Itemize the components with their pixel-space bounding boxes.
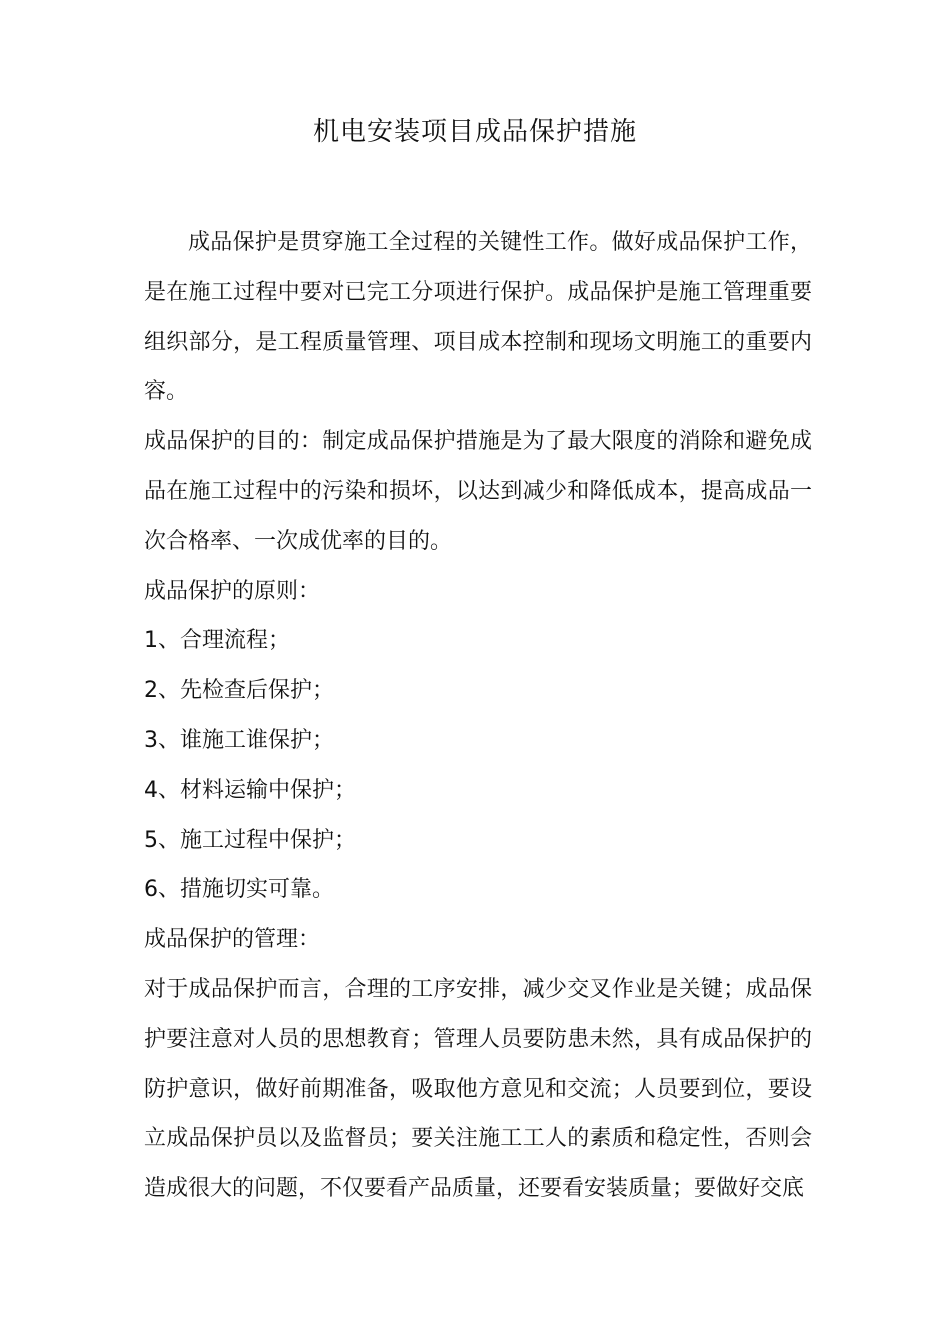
principles-heading: 成品保护的原则： [144, 578, 321, 604]
principle-item [144, 666, 812, 716]
principle-item [144, 865, 812, 915]
principle-item [144, 716, 812, 766]
principle-number: 5 [144, 827, 158, 853]
principle-number: 1 [144, 628, 158, 654]
principle-text: 、施工过程中保护； [158, 827, 357, 853]
principle-text: 、措施切实可靠。 [158, 877, 335, 903]
principle-text: 、合理流程； [158, 628, 291, 654]
principle-number: 2 [144, 678, 158, 704]
principle-number: 6 [144, 877, 158, 903]
principle-number: 3 [144, 727, 158, 753]
management-paragraph: 对于成品保护而言，合理的工序安排，减少交叉作业是关键；成品保护要注意对人员的思想教育；管理人员要防患未然，具有成品保护的防护意识，做好前期准备，吸取他方意见和交流；人员要到位，要设立成品保护员以及监督员；要关注施工工人的素质和稳定性，否则会造成很大的问题，不仅要看产品质量，还要看安装质量；要做好交底 [144, 976, 812, 1202]
principle-item [144, 816, 812, 866]
document-body [144, 218, 812, 1214]
purpose-paragraph: 成品保护的目的：制定成品保护措施是为了最大限度的消除和避免成品在施工过程中的污染和损坏，以达到减少和降低成本，提高成品一次合格率、一次成优率的目的。 [144, 429, 812, 554]
management-heading: 成品保护的管理： [144, 927, 321, 953]
principle-number: 4 [144, 777, 158, 803]
principle-item [144, 616, 812, 666]
document-title: 机电安装项目成品保护措施 [312, 117, 637, 147]
principle-text: 、先检查后保护； [158, 678, 335, 704]
intro-paragraph: 成品保护是贯穿施工全过程的关键性工作。做好成品保护工作，是在施工过程中要对已完工分项进行保护。成品保护是施工管理重要组织部分，是工程质量管理、项目成本控制和现场文明施工的重要内容。 [144, 230, 812, 405]
principle-text: 、谁施工谁保护； [158, 727, 335, 753]
principle-text: 、材料运输中保护； [158, 777, 357, 803]
principle-item [144, 766, 812, 816]
